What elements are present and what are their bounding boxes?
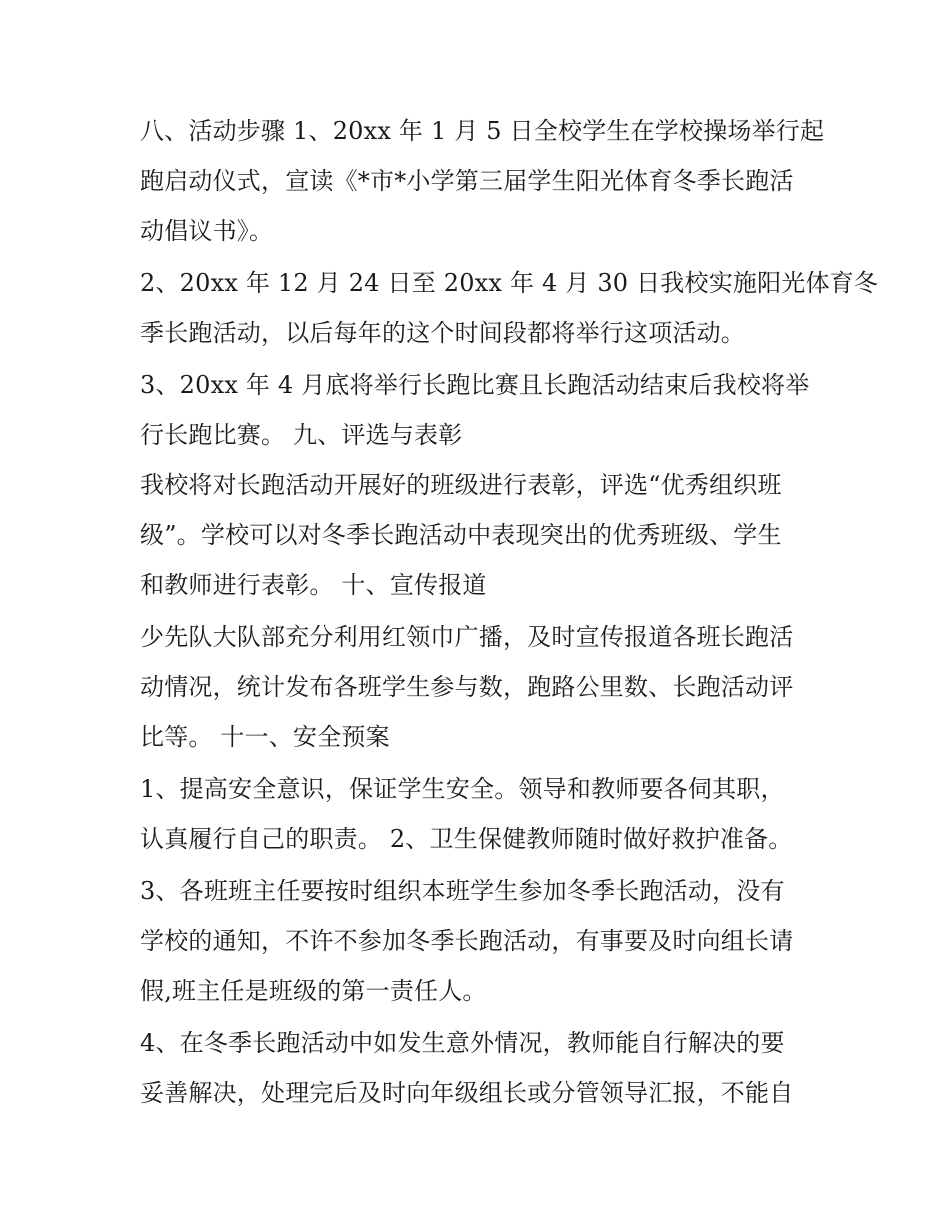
text-line: 动情况，统计发布各班学生参与数，跑路公里数、长跑活动评	[140, 673, 794, 701]
text-line: 认真履行自己的职责。 2、卫生保健教师随时做好救护准备。	[140, 825, 793, 853]
text-line: 妥善解决，处理完后及时向年级组长或分管领导汇报，不能自	[140, 1079, 794, 1107]
text-line: 3、各班班主任要按时组织本班学生参加冬季长跑活动，没有	[140, 877, 785, 905]
text-line: 4、在冬季长跑活动中如发生意外情况，教师能自行解决的要	[140, 1029, 785, 1057]
text-line: 少先队大队部充分利用红领巾广播，及时宣传报道各班长跑活	[140, 623, 794, 651]
text-line: 动倡议书》。	[140, 217, 274, 245]
text-line: 我校将对长跑活动开展好的班级进行表彰，评选“优秀组织班	[140, 471, 782, 499]
text-line: 级”。学校可以对冬季长跑活动中表现突出的优秀班级、学生	[140, 521, 782, 549]
text-line: 3、20xx 年 4 月底将举行长跑比赛且长跑活动结束后我校将举	[140, 371, 810, 399]
text-line: 和教师进行表彰。 十、宣传报道	[140, 571, 487, 599]
text-line: 2、20xx 年 12 月 24 日至 20xx 年 4 月 30 日我校实施阳光体育冬	[140, 269, 879, 297]
text-line: 学校的通知，不许不参加冬季长跑活动，有事要及时向组长请	[140, 927, 794, 955]
text-line: 假,班主任是班级的第一责任人。	[140, 977, 487, 1005]
text-line: 1、提高安全意识，保证学生安全。领导和教师要各伺其职，	[140, 775, 785, 803]
text-line: 跑启动仪式，宣读《*市*小学第三届学生阳光体育冬季长跑活	[140, 167, 794, 195]
text-line: 季长跑活动，以后每年的这个时间段都将举行这项活动。	[140, 319, 745, 347]
text-line: 比等。 十一、安全预案	[140, 723, 390, 751]
text-line: 行长跑比赛。 九、评选与表彰	[140, 421, 463, 449]
text-line: 八、活动步骤 1、20xx 年 1 月 5 日全校学生在学校操场举行起	[140, 117, 825, 145]
